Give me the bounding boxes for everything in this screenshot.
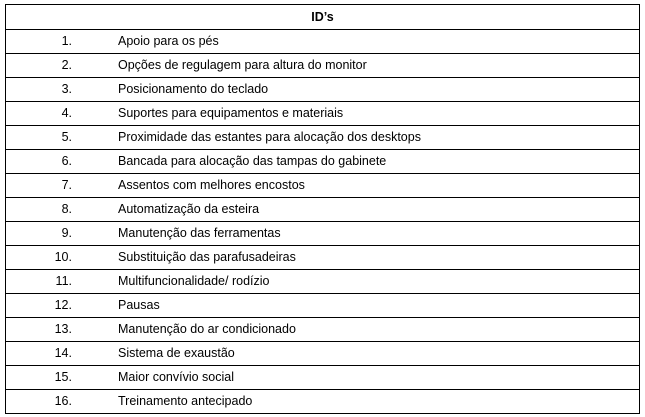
row-number: 7. bbox=[61, 178, 72, 192]
row-text: Manutenção das ferramentas bbox=[118, 226, 281, 240]
table-cell bbox=[6, 126, 640, 150]
row-number: 13. bbox=[54, 322, 72, 336]
row-number: 6. bbox=[61, 154, 72, 168]
row-number: 11. bbox=[55, 274, 72, 288]
row-number: 9. bbox=[61, 226, 72, 240]
row-text: Assentos com melhores encostos bbox=[118, 178, 305, 192]
table-cell bbox=[6, 222, 640, 246]
row-number: 12. bbox=[54, 298, 72, 312]
row-number: 15. bbox=[54, 370, 72, 384]
row-number: 1. bbox=[61, 34, 72, 48]
table-cell bbox=[6, 174, 640, 198]
table-row bbox=[6, 174, 640, 198]
table-row bbox=[6, 30, 640, 54]
table-row bbox=[6, 78, 640, 102]
ids-table bbox=[5, 4, 640, 414]
table-row bbox=[6, 342, 640, 366]
row-text: Bancada para alocação das tampas do gabinete bbox=[118, 154, 387, 168]
row-number: 10. bbox=[54, 250, 72, 264]
table-cell bbox=[6, 294, 640, 318]
row-text: Suportes para equipamentos e materiais bbox=[118, 106, 344, 120]
table-row bbox=[6, 246, 640, 270]
row-number: 3. bbox=[61, 82, 72, 96]
row-text: Apoio para os pés bbox=[118, 34, 219, 48]
row-text: Maior convívio social bbox=[118, 370, 235, 384]
row-number: 16. bbox=[54, 394, 72, 408]
table-row bbox=[6, 102, 640, 126]
table-row bbox=[6, 198, 640, 222]
row-text: Treinamento antecipado bbox=[118, 394, 253, 408]
table-header: ID’s bbox=[6, 5, 640, 30]
table-row bbox=[6, 390, 640, 414]
table-cell bbox=[6, 246, 640, 270]
table-cell bbox=[6, 150, 640, 174]
table-row bbox=[6, 126, 640, 150]
table-row bbox=[6, 318, 640, 342]
table-row bbox=[6, 270, 640, 294]
table-cell bbox=[6, 78, 640, 102]
table-cell bbox=[6, 102, 640, 126]
row-text: Multifuncionalidade/ rodízio bbox=[118, 274, 270, 288]
table-row bbox=[6, 366, 640, 390]
table-header-row bbox=[6, 5, 640, 30]
table-cell bbox=[6, 318, 640, 342]
row-text: Posicionamento do teclado bbox=[118, 82, 269, 96]
row-text: Opções de regulagem para altura do monitor bbox=[118, 58, 367, 72]
row-text: Proximidade das estantes para alocação dos desktops bbox=[118, 130, 421, 144]
row-text: Substituição das parafusadeiras bbox=[118, 250, 296, 264]
row-number: 5. bbox=[61, 130, 72, 144]
row-text: Manutenção do ar condicionado bbox=[118, 322, 296, 336]
table-row bbox=[6, 222, 640, 246]
row-text: Pausas bbox=[118, 298, 160, 312]
table-cell bbox=[6, 198, 640, 222]
row-number: 4. bbox=[61, 106, 72, 120]
row-text: Automatização da esteira bbox=[118, 202, 260, 216]
table-cell bbox=[6, 342, 640, 366]
row-number: 14. bbox=[54, 346, 72, 360]
table-cell bbox=[6, 390, 640, 414]
row-number: 8. bbox=[61, 202, 72, 216]
table-cell bbox=[6, 54, 640, 78]
table-body bbox=[6, 30, 640, 414]
table-row bbox=[6, 294, 640, 318]
table-cell bbox=[6, 366, 640, 390]
table-cell bbox=[6, 30, 640, 54]
table-row bbox=[6, 54, 640, 78]
row-number: 2. bbox=[61, 58, 72, 72]
table-row bbox=[6, 150, 640, 174]
table-cell bbox=[6, 270, 640, 294]
row-text: Sistema de exaustão bbox=[118, 346, 235, 360]
